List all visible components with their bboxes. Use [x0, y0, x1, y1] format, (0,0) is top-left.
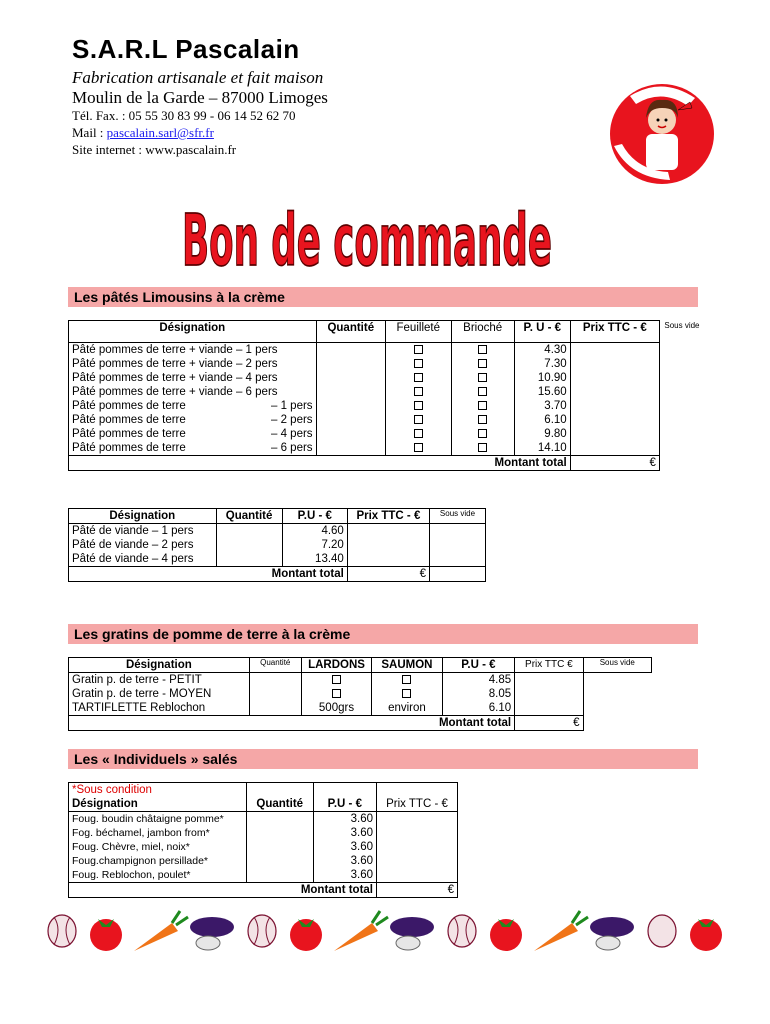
phone: Tél. Fax. : 05 55 30 83 99 - 06 14 52 62 70 — [72, 108, 296, 123]
brioche-cell[interactable] — [451, 441, 514, 456]
checkbox-icon[interactable] — [332, 689, 341, 698]
sousvide-cell[interactable] — [429, 524, 485, 539]
checkbox-icon[interactable] — [478, 401, 487, 410]
table-gratins — [68, 657, 652, 731]
th-designation: Désignation — [69, 658, 250, 673]
checkbox-icon[interactable] — [478, 345, 487, 354]
vegetable-group — [48, 911, 234, 951]
table-row — [69, 840, 458, 854]
th-saumon: SAUMON — [372, 658, 442, 673]
th-lardons: LARDONS — [301, 658, 371, 673]
table-pates-viande — [68, 508, 486, 582]
feuillete-cell[interactable] — [386, 385, 452, 399]
total-value[interactable]: € — [515, 716, 583, 731]
mail-label: Mail : — [72, 125, 107, 140]
table-row — [69, 524, 486, 539]
section-gratins-heading: Les gratins de pomme de terre à la crème — [68, 624, 698, 644]
feuillete-cell[interactable] — [386, 441, 452, 456]
qty-cell[interactable] — [216, 538, 282, 552]
checkbox-icon[interactable] — [414, 443, 423, 452]
vegetable-group-2 — [248, 911, 434, 951]
prix-ttc-cell[interactable] — [377, 854, 458, 868]
table-row — [69, 552, 486, 567]
checkbox-icon[interactable] — [332, 675, 341, 684]
sousvide-cell[interactable] — [429, 552, 485, 567]
table-row — [69, 385, 705, 399]
table-row — [69, 538, 486, 552]
th-prix: Prix TTC - € — [347, 509, 429, 524]
th-designation: Désignation — [69, 321, 317, 343]
table-row — [69, 854, 458, 868]
prix-ttc-cell[interactable] — [377, 826, 458, 840]
saumon-cell[interactable] — [372, 673, 442, 688]
checkbox-icon[interactable] — [414, 415, 423, 424]
onion-icon — [648, 915, 676, 947]
price-cell: 10.90 — [514, 371, 570, 385]
company-name: S.A.R.L Pascalain — [72, 34, 300, 64]
row-name: Fog. béchamel, jambon from* — [69, 826, 247, 840]
checkbox-icon[interactable] — [414, 429, 423, 438]
row-name: Pâté pommes de terre — [72, 400, 186, 412]
row-name: Gratin p. de terre - PETIT — [69, 673, 250, 688]
checkbox-icon[interactable] — [402, 689, 411, 698]
prix-ttc-cell[interactable] — [570, 413, 659, 427]
saumon-cell[interactable] — [372, 687, 442, 701]
qty-cell[interactable] — [249, 673, 301, 688]
title-text: Bon de commande — [182, 198, 552, 283]
th-feuillete: Feuilleté — [386, 321, 452, 343]
prix-ttc-cell[interactable] — [347, 552, 429, 567]
feuillete-cell[interactable] — [386, 413, 452, 427]
feuillete-cell[interactable] — [386, 427, 452, 441]
qty-cell[interactable] — [246, 840, 313, 854]
qty-cell[interactable] — [316, 399, 385, 413]
brioche-cell[interactable] — [451, 371, 514, 385]
price-cell: 4.30 — [514, 343, 570, 358]
qty-cell[interactable] — [316, 427, 385, 441]
price-cell: 9.80 — [514, 427, 570, 441]
tomato-icon — [690, 919, 722, 951]
table-row — [69, 441, 705, 456]
table-row — [69, 427, 705, 441]
row-size: – 2 pers — [271, 414, 313, 426]
qty-cell[interactable] — [249, 701, 301, 716]
bon-de-commande-title — [178, 180, 558, 283]
prix-ttc-cell[interactable] — [515, 701, 583, 716]
feuillete-cell[interactable] — [386, 357, 452, 371]
prix-ttc-cell[interactable] — [377, 868, 458, 883]
th-designation: Désignation — [69, 509, 217, 524]
price-cell: 4.85 — [442, 673, 514, 688]
price-cell: 7.20 — [282, 538, 347, 552]
prix-ttc-cell[interactable] — [515, 687, 583, 701]
lardons-cell[interactable] — [301, 687, 371, 701]
table-row — [69, 812, 458, 827]
row-name: Pâté pommes de terre — [72, 414, 186, 426]
price-cell: 3.60 — [313, 868, 376, 883]
brioche-cell[interactable] — [451, 413, 514, 427]
row-name: Pâté de viande – 2 pers — [69, 538, 217, 552]
condition-note: *Sous condition — [69, 783, 247, 798]
cook-logo-image — [600, 76, 720, 188]
price-cell: 8.05 — [442, 687, 514, 701]
checkbox-icon[interactable] — [402, 675, 411, 684]
checkbox-icon[interactable] — [414, 387, 423, 396]
qty-cell[interactable] — [246, 868, 313, 883]
qty-cell[interactable] — [316, 343, 385, 358]
th-designation: Désignation — [69, 797, 247, 812]
th-sousvide: Sous vide — [429, 509, 485, 524]
price-cell: 13.40 — [282, 552, 347, 567]
brioche-cell[interactable] — [451, 427, 514, 441]
row-name: Pâté pommes de terre — [72, 442, 186, 454]
row-name: Foug. Chèvre, miel, noix* — [69, 840, 247, 854]
table-row — [69, 673, 652, 688]
feuillete-cell[interactable] — [386, 399, 452, 413]
brioche-cell[interactable] — [451, 385, 514, 399]
total-label: Montant total — [69, 456, 571, 471]
qty-cell[interactable] — [249, 687, 301, 701]
checkbox-icon[interactable] — [414, 345, 423, 354]
table-individuels — [68, 782, 458, 898]
price-cell: 3.60 — [313, 812, 376, 827]
vegetable-group-3 — [448, 911, 634, 951]
checkbox-icon[interactable] — [478, 443, 487, 452]
table-row — [69, 868, 458, 883]
feuillete-cell[interactable] — [386, 343, 452, 358]
table-row — [69, 701, 652, 716]
qty-cell[interactable] — [216, 552, 282, 567]
checkbox-icon[interactable] — [414, 401, 423, 410]
total-label: Montant total — [69, 567, 348, 582]
th-pu: P. U - € — [514, 321, 570, 343]
price-cell: 3.60 — [313, 826, 376, 840]
website: Site internet : www.pascalain.fr — [72, 142, 237, 157]
table-row — [69, 371, 705, 385]
prix-ttc-cell[interactable] — [570, 441, 659, 456]
qty-cell[interactable] — [316, 413, 385, 427]
prix-ttc-cell[interactable] — [570, 371, 659, 385]
th-quantite: Quantité — [216, 509, 282, 524]
th-prix: Prix TTC - € — [377, 797, 458, 812]
eggplant-icon — [190, 917, 234, 950]
table-row — [69, 826, 458, 840]
total-label: Montant total — [69, 716, 515, 731]
prix-ttc-cell[interactable] — [347, 524, 429, 539]
th-sousvide: Sous vide — [583, 658, 651, 673]
price-cell: 6.10 — [514, 413, 570, 427]
row-size: – 6 pers — [271, 442, 313, 454]
row-name: Pâté pommes de terre + viande – 1 pers — [72, 344, 278, 356]
qty-cell[interactable] — [316, 441, 385, 456]
prix-ttc-cell[interactable] — [570, 385, 659, 399]
prix-ttc-cell[interactable] — [377, 812, 458, 827]
vegetable-border-image — [40, 905, 720, 955]
qty-cell[interactable] — [316, 371, 385, 385]
price-cell: 3.70 — [514, 399, 570, 413]
row-name: Foug.champignon persillade* — [69, 854, 247, 868]
tagline: Fabrication artisanale et fait maison — [72, 68, 324, 87]
table-row — [69, 343, 705, 358]
brioche-cell[interactable] — [451, 343, 514, 358]
row-name: Foug. boudin châtaigne pomme* — [69, 812, 247, 827]
carrot-icon — [134, 911, 188, 951]
address: Moulin de la Garde – 87000 Limoges — [72, 88, 328, 107]
tomato-icon — [90, 919, 122, 951]
checkbox-icon[interactable] — [478, 415, 487, 424]
mail-line — [72, 125, 214, 141]
table-row — [69, 687, 652, 701]
price-cell: 6.10 — [442, 701, 514, 716]
brioche-cell[interactable] — [451, 357, 514, 371]
prix-ttc-cell[interactable] — [570, 343, 659, 358]
mail-link[interactable]: pascalain.sarl@sfr.fr — [106, 125, 214, 140]
prix-ttc-cell[interactable] — [570, 399, 659, 413]
qty-cell[interactable] — [246, 826, 313, 840]
row-name: Pâté pommes de terre + viande – 2 pers — [72, 358, 278, 370]
th-pu: P.U - € — [313, 797, 376, 812]
lardons-text: 500grs — [318, 702, 355, 714]
table-row — [69, 413, 705, 427]
th-pu: P.U - € — [282, 509, 347, 524]
row-name: TARTIFLETTE Reblochon — [69, 701, 250, 716]
checkbox-icon[interactable] — [478, 373, 487, 382]
prix-ttc-cell[interactable] — [515, 673, 583, 688]
row-size: – 4 pers — [271, 428, 313, 440]
price-cell: 14.10 — [514, 441, 570, 456]
th-pu: P.U - € — [442, 658, 514, 673]
th-prix: Prix TTC - € — [570, 321, 659, 343]
qty-cell[interactable] — [316, 357, 385, 371]
th-quantite: Quantité — [246, 797, 313, 812]
saumon-cell[interactable] — [372, 701, 442, 716]
th-quantite: Quantité — [249, 658, 301, 673]
lardons-cell[interactable] — [301, 673, 371, 688]
checkbox-icon[interactable] — [414, 359, 423, 368]
sousvide-cell[interactable] — [429, 538, 485, 552]
th-prix: Prix TTC € — [515, 658, 583, 673]
prix-ttc-cell[interactable] — [347, 538, 429, 552]
row-name: Gratin p. de terre - MOYEN — [69, 687, 250, 701]
th-sousvide: Sous vide — [664, 320, 700, 330]
table-row — [69, 357, 705, 371]
checkbox-icon[interactable] — [478, 387, 487, 396]
total-label: Montant total — [69, 883, 377, 898]
price-cell: 7.30 — [514, 357, 570, 371]
total-value[interactable]: € — [570, 456, 659, 471]
th-quantite: Quantité — [316, 321, 385, 343]
saumon-text: environ — [388, 702, 426, 714]
row-name: Pâté pommes de terre — [72, 428, 186, 440]
table-row — [69, 399, 705, 413]
prix-ttc-cell[interactable] — [570, 357, 659, 371]
section-individuels-heading: Les « Individuels » salés — [68, 749, 698, 769]
price-cell: 15.60 — [514, 385, 570, 399]
lardons-cell[interactable] — [301, 701, 371, 716]
row-name: Pâté de viande – 1 pers — [69, 524, 217, 539]
qty-cell[interactable] — [246, 812, 313, 827]
total-value[interactable]: € — [347, 567, 429, 582]
row-name: Foug. Reblochon, poulet* — [69, 868, 247, 883]
qty-cell[interactable] — [216, 524, 282, 539]
price-cell: 4.60 — [282, 524, 347, 539]
row-size: – 1 pers — [271, 400, 313, 412]
total-value[interactable]: € — [377, 883, 458, 898]
row-name: Pâté pommes de terre + viande – 6 pers — [72, 386, 278, 398]
th-brioche: Brioché — [451, 321, 514, 343]
row-name: Pâté pommes de terre + viande – 4 pers — [72, 372, 278, 384]
qty-cell[interactable] — [246, 854, 313, 868]
brioche-cell[interactable] — [451, 399, 514, 413]
section-pates-heading: Les pâtés Limousins à la crème — [68, 287, 698, 307]
row-name: Pâté de viande – 4 pers — [69, 552, 217, 567]
price-cell: 3.60 — [313, 854, 376, 868]
prix-ttc-cell[interactable] — [377, 840, 458, 854]
onion-icon — [48, 915, 76, 947]
feuillete-cell[interactable] — [386, 371, 452, 385]
table-pates — [68, 320, 705, 471]
checkbox-icon[interactable] — [414, 373, 423, 382]
qty-cell[interactable] — [316, 385, 385, 399]
prix-ttc-cell[interactable] — [570, 427, 659, 441]
price-cell: 3.60 — [313, 840, 376, 854]
checkbox-icon[interactable] — [478, 359, 487, 368]
checkbox-icon[interactable] — [478, 429, 487, 438]
